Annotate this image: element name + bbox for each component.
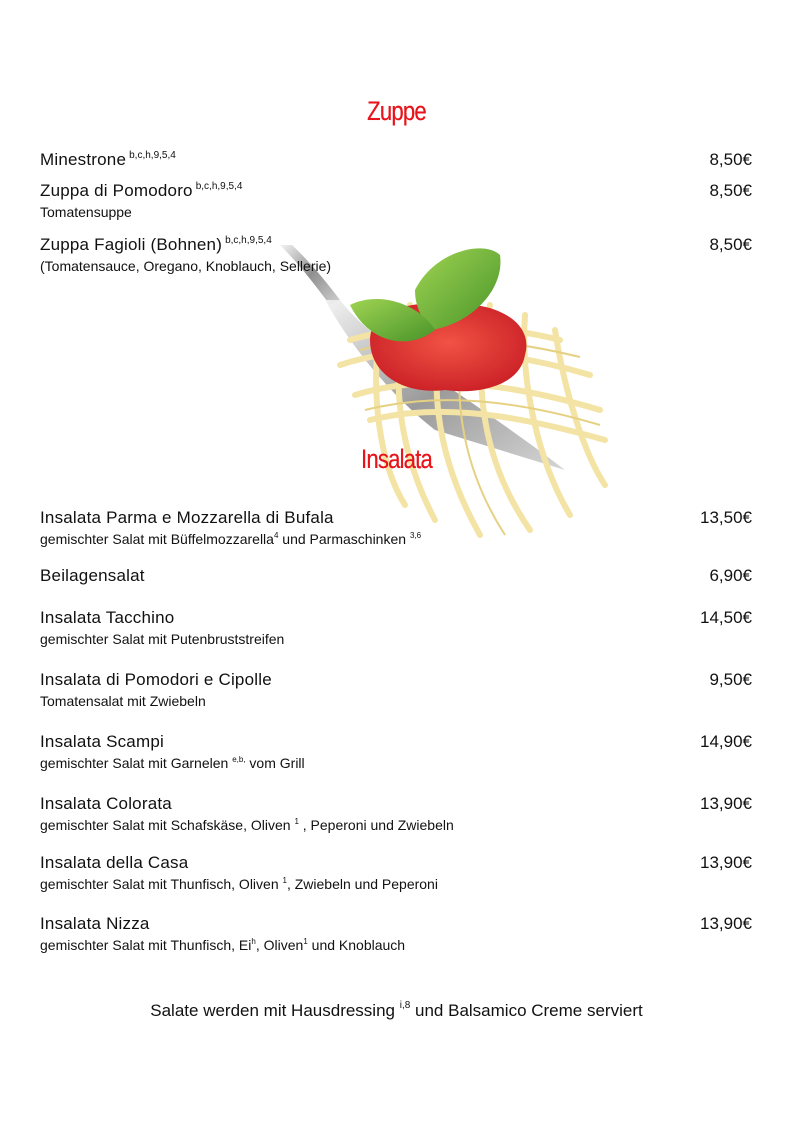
item-description: gemischter Salat mit Thunfisch, Oliven $^1$, Zwiebeln und Peperoni — [40, 876, 438, 892]
item-description: gemischter Salat mit Büffelmozzarella$^4$ und Parmaschinken $^{3,6}$ — [40, 531, 422, 547]
allergen-codes: b,c,h,9,5,4 — [129, 150, 176, 161]
item-name: Beilagensalat — [40, 566, 145, 585]
menu-item — [40, 235, 752, 274]
menu-item — [40, 732, 752, 771]
item-price: 8,50€ — [709, 181, 752, 200]
item-price: 14,50€ — [700, 608, 752, 627]
allergen-codes: b,c,h,9,5,4 — [225, 235, 272, 246]
item-name: Insalata Scampi — [40, 732, 164, 751]
menu-item — [40, 508, 752, 547]
menu-item — [40, 150, 752, 170]
dressing-note: Salate werden mit Hausdressing $^{i,8}$ und Balsamico Creme serviert — [150, 1000, 643, 1020]
item-price: 8,50€ — [709, 150, 752, 169]
item-description: Tomatensuppe — [40, 204, 132, 220]
section-title-insalata: Insalata — [360, 444, 432, 474]
menu-item — [40, 670, 752, 709]
item-name: Minestrone $^{b,c,h,9,5,4}$ — [40, 150, 176, 169]
item-description: gemischter Salat mit Garnelen $^{e,b,}$ vom Grill — [40, 755, 305, 771]
item-description: gemischter Salat mit Thunfisch, Ei$^h$, Oliven$^1$ und Knoblauch — [40, 937, 406, 953]
menu-item — [40, 181, 752, 220]
menu-item — [40, 608, 752, 647]
item-name: Insalata Colorata — [40, 794, 172, 813]
item-price: 13,90€ — [700, 794, 752, 813]
menu-item — [40, 566, 752, 586]
item-name: Insalata Nizza — [40, 914, 150, 933]
section-title-zuppe: Zuppe — [367, 96, 426, 126]
menu-item — [40, 794, 752, 833]
item-description: (Tomatensauce, Oregano, Knoblauch, Sellerie) — [40, 258, 332, 274]
item-name: Insalata di Pomodori e Cipolle — [40, 670, 272, 689]
allergen-codes: b,c,h,9,5,4 — [195, 181, 243, 192]
item-price: 13,50€ — [700, 508, 752, 527]
menu-item — [40, 853, 752, 892]
item-price: 13,90€ — [700, 914, 752, 933]
item-description: Tomatensalat mit Zwiebeln — [40, 693, 206, 709]
item-name: Insalata Parma e Mozzarella di Bufala — [40, 508, 334, 527]
item-name: Zuppa di Pomodoro $^{b,c,h,9,5,4}$ — [40, 181, 243, 200]
item-price: 14,90€ — [700, 732, 752, 751]
item-name: Insalata Tacchino — [40, 608, 175, 627]
item-price: 6,90€ — [709, 566, 752, 585]
item-price: 9,50€ — [709, 670, 752, 689]
menu-item — [40, 914, 752, 953]
fork-spaghetti-image — [220, 245, 630, 545]
item-price: 13,90€ — [700, 853, 752, 872]
item-name: Insalata della Casa — [40, 853, 189, 872]
item-name: Zuppa Fagioli (Bohnen) $^{b,c,h,9,5,4}$ — [40, 235, 272, 254]
item-description: gemischter Salat mit Putenbruststreifen — [40, 631, 285, 647]
item-price: 8,50€ — [709, 235, 752, 254]
item-description: gemischter Salat mit Schafskäse, Oliven $^1$ , Peperoni und Zwiebeln — [40, 817, 454, 833]
